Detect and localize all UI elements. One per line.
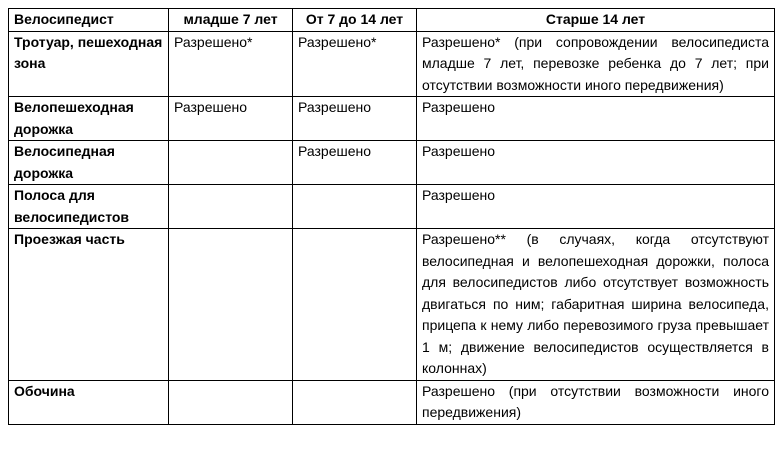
- row-label-bike-lane: Полоса для велосипедистов: [9, 185, 169, 229]
- cell-7-to-14: Разрешено: [293, 97, 417, 141]
- row-label-bike-path: Велосипедная дорожка: [9, 141, 169, 185]
- table-row: [9, 229, 775, 381]
- cell-7-to-14: Разрешено: [293, 141, 417, 185]
- cell-7-to-14: [293, 229, 417, 381]
- row-label-sidewalk: Тротуар, пешеходная зона: [9, 31, 169, 97]
- table-row: [9, 185, 775, 229]
- header-over-14: Старше 14 лет: [417, 9, 775, 32]
- cell-7-to-14: Разрешено*: [293, 31, 417, 97]
- cell-over-14: Разрешено (при отсутствии возможности иного передвижения): [417, 380, 775, 424]
- cell-over-14: Разрешено* (при сопровождении велосипедиста младше 7 лет, перевозке ребенка до 7 лет; при отсутствии возможности иного передвижения): [417, 31, 775, 97]
- table-row: [9, 97, 775, 141]
- cell-under-7: [169, 185, 293, 229]
- row-label-shoulder: Обочина: [9, 380, 169, 424]
- cell-over-14: Разрешено: [417, 141, 775, 185]
- cell-over-14: Разрешено: [417, 185, 775, 229]
- bicycle-rules-table: [8, 8, 775, 425]
- cell-under-7: [169, 141, 293, 185]
- row-label-roadway: Проезжая часть: [9, 229, 169, 381]
- cell-under-7: Разрешено: [169, 97, 293, 141]
- cell-over-14: Разрешено: [417, 97, 775, 141]
- header-cyclist: Велосипедист: [9, 9, 169, 32]
- cell-under-7: [169, 229, 293, 381]
- cell-7-to-14: [293, 380, 417, 424]
- table-row: [9, 141, 775, 185]
- header-under-7: младше 7 лет: [169, 9, 293, 32]
- cell-under-7: [169, 380, 293, 424]
- cell-7-to-14: [293, 185, 417, 229]
- table-row: [9, 31, 775, 97]
- table-row: [9, 380, 775, 424]
- cell-under-7: Разрешено*: [169, 31, 293, 97]
- header-row: [9, 9, 775, 32]
- row-label-bike-pedestrian-path: Велопешеходная дорожка: [9, 97, 169, 141]
- cell-over-14: Разрешено** (в случаях, когда отсутствуют велосипедная и велопешеходная дорожки, полоса для велосипедистов либо отсутствует возможность двигаться по ним; габаритная ширина велосипеда, прицепа к нему либо перевозимого груза превышает 1 м; движение велосипедистов осуществляется в колоннах): [417, 229, 775, 381]
- header-7-to-14: От 7 до 14 лет: [293, 9, 417, 32]
